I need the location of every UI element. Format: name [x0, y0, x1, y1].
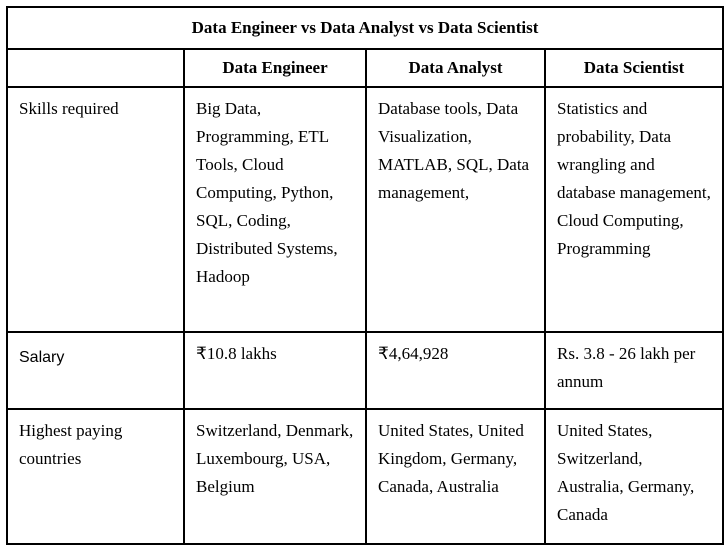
table-row-highest-paying-countries: [7, 409, 723, 544]
row-label-salary: Salary: [7, 332, 184, 409]
cell-countries-data-analyst: United States, United Kingdom, Germany, Canada, Australia: [366, 409, 545, 544]
table-row-salary: [7, 332, 723, 409]
cell-skills-data-engineer: Big Data, Programming, ETL Tools, Cloud Computing, Python, SQL, Coding, Distributed Systems, Hadoop: [184, 87, 366, 332]
cell-skills-data-scientist: Statistics and probability, Data wrangling and database management, Cloud Computing, Programming: [545, 87, 723, 332]
column-header-data-analyst: Data Analyst: [366, 49, 545, 87]
column-header-row: [7, 49, 723, 87]
cell-countries-data-engineer: Switzerland, Denmark, Luxembourg, USA, Belgium: [184, 409, 366, 544]
cell-salary-data-engineer: ₹10.8 lakhs: [184, 332, 366, 409]
column-header-data-scientist: Data Scientist: [545, 49, 723, 87]
cell-salary-data-analyst: ₹4,64,928: [366, 332, 545, 409]
cell-salary-data-scientist: Rs. 3.8 - 26 lakh per annum: [545, 332, 723, 409]
cell-skills-data-analyst: Database tools, Data Visualization, MATLAB, SQL, Data management,: [366, 87, 545, 332]
cell-countries-data-scientist: United States, Switzerland, Australia, Germany, Canada: [545, 409, 723, 544]
comparison-table: [6, 6, 724, 545]
table-row-skills: [7, 87, 723, 332]
table-title: Data Engineer vs Data Analyst vs Data Scientist: [7, 7, 723, 49]
row-label-highest-paying-countries: Highest paying countries: [7, 409, 184, 544]
corner-empty-cell: [7, 49, 184, 87]
title-row: [7, 7, 723, 49]
row-label-skills-required: Skills required: [7, 87, 184, 332]
column-header-data-engineer: Data Engineer: [184, 49, 366, 87]
